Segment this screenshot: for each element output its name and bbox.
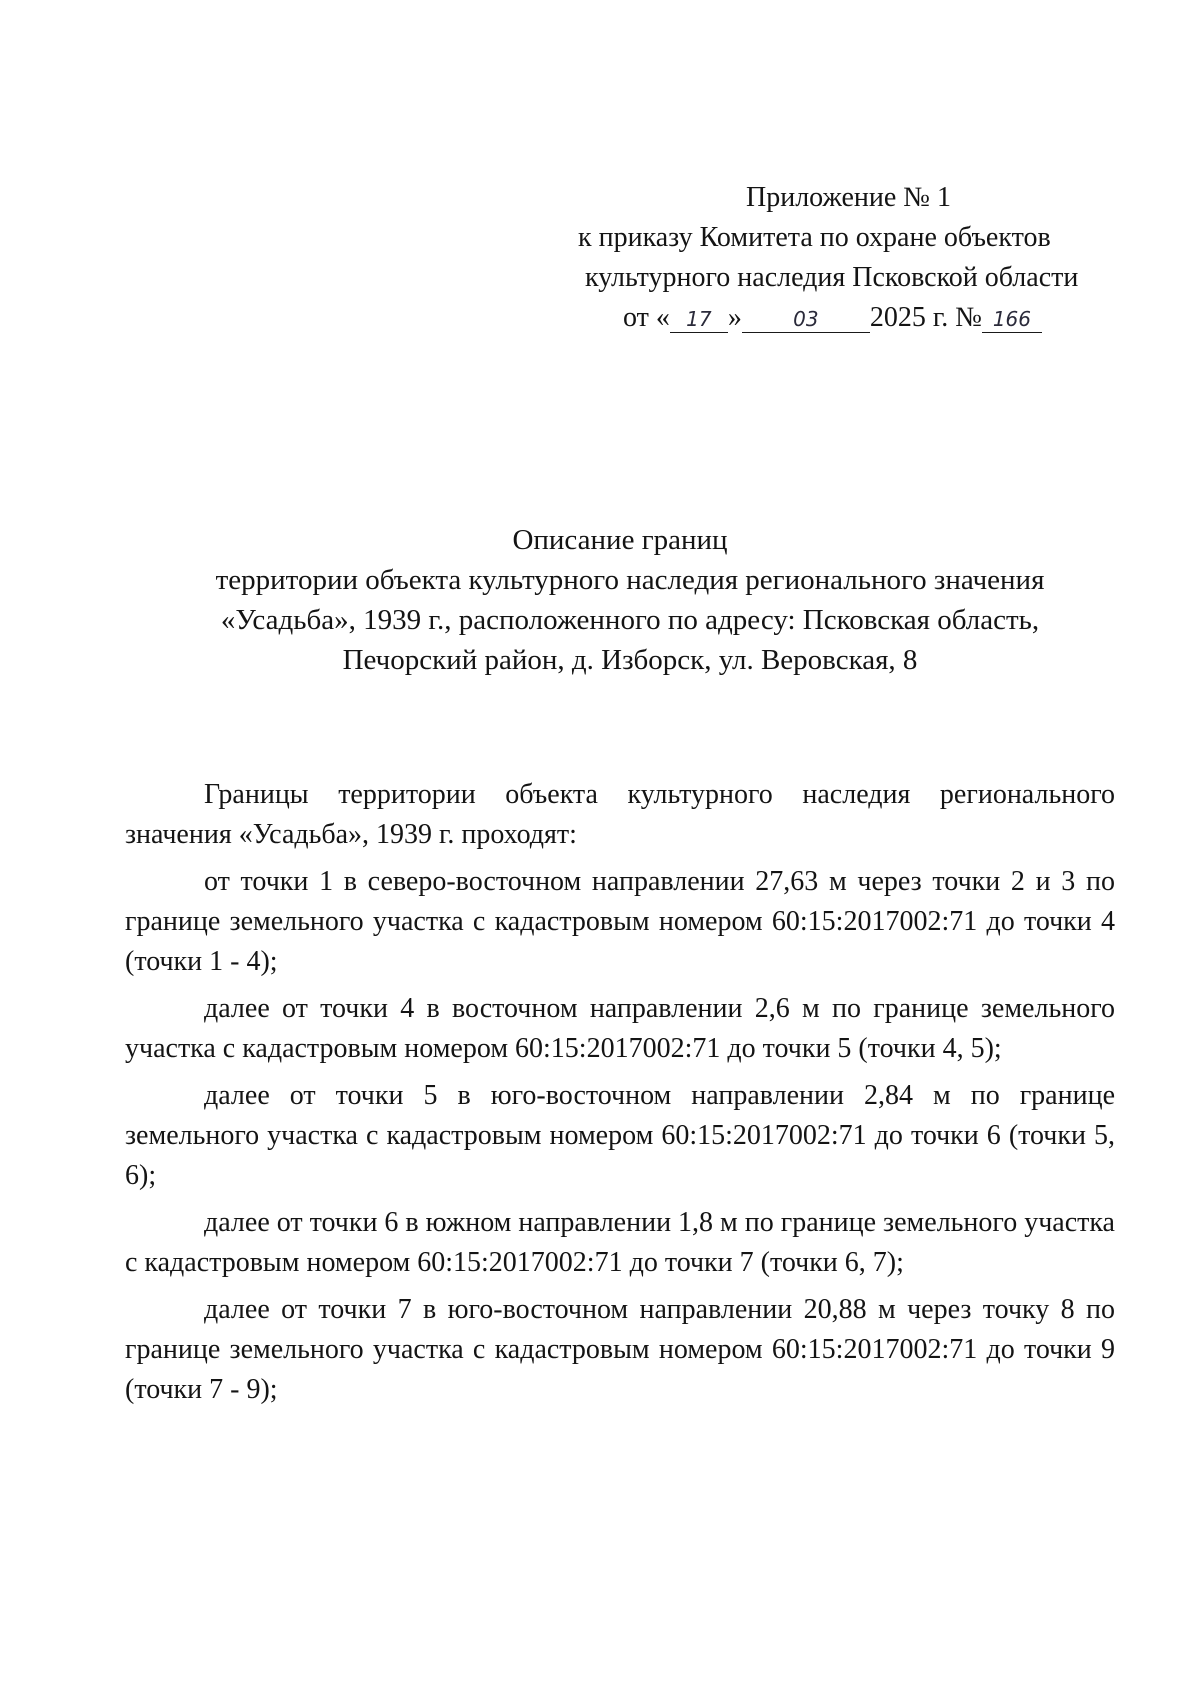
boundary-paragraph: далее от точки 7 в юго-восточном направлении 20,88 м через точку 8 по границе земельного участка с кадастровым номером 60:15:2017002:71 до точки 9 (точки 7 - 9);: [125, 1294, 1115, 1405]
intro-paragraph: Границы территории объекта культурного наследия регионального значения «Усадьба», 1939 г. проходят:: [125, 779, 1115, 850]
title-line-1: Описание границ: [512, 524, 728, 556]
order-number: 166: [982, 306, 1042, 333]
appendix-number: Приложение № 1: [746, 182, 951, 213]
order-year: 2025 г. №: [869, 302, 982, 333]
order-day: 17: [670, 306, 728, 333]
boundary-paragraph: от точки 1 в северо-восточном направлении 27,63 м через точки 2 и 3 по границе земельного участка с кадастровым номером 60:15:2017002:71 до точки 4 (точки 1 - 4);: [125, 866, 1115, 977]
title-line-4: Печорский район, д. Изборск, ул. Веровская, 8: [342, 644, 918, 676]
title-line-3: «Усадьба», 1939 г., расположенного по адресу: Псковская область,: [220, 604, 1040, 636]
boundary-paragraph: далее от точки 5 в юго-восточном направлении 2,84 м по границе земельного участка с кадастровым номером 60:15:2017002:71 до точки 6 (точки 5, 6);: [125, 1080, 1115, 1191]
date-prefix: от «: [623, 302, 670, 333]
document-title: [140, 520, 1120, 680]
date-mid: »: [727, 302, 742, 333]
title-line-2: территории объекта культурного наследия регионального значения: [215, 564, 1045, 596]
boundary-paragraph: далее от точки 4 в восточном направлении 2,6 м по границе земельного участка с кадастровым номером 60:15:2017002:71 до точки 5 (точки 4, 5);: [125, 993, 1115, 1064]
committee-name: культурного наследия Псковской области: [585, 262, 1079, 293]
boundary-paragraph: далее от точки 6 в южном направлении 1,8 м по границе земельного участка с кадастровым номером 60:15:2017002:71 до точки 7 (точки 6, 7);: [125, 1207, 1115, 1278]
order-reference: к приказу Комитета по охране объектов: [578, 222, 1051, 253]
appendix-header: [560, 178, 1120, 338]
order-date-line: [560, 298, 1120, 338]
order-month: 03: [742, 306, 870, 333]
boundary-description: [125, 775, 1115, 1417]
